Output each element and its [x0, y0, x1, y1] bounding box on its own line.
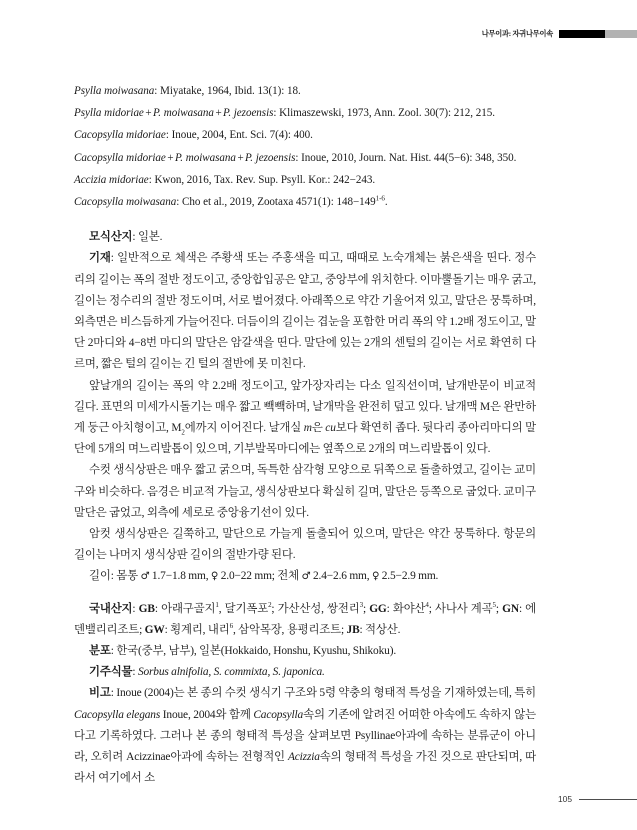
loc-text: : 화야산: [386, 602, 426, 615]
type-locality-label: 모식산지: [89, 231, 133, 244]
loc-text: ; 가산산성, 쌍전리: [271, 602, 360, 615]
host-plants-label: 기주식물: [89, 666, 133, 679]
male-symbol-icon: ♂: [301, 571, 311, 583]
measurements-label: 길이: 몸통: [89, 570, 138, 583]
page-number: 105: [558, 794, 572, 804]
description-paragraph-2: [74, 376, 536, 461]
region-code-jb: JB: [346, 623, 360, 636]
type-locality-value: 일본.: [137, 231, 163, 244]
colon: :: [132, 602, 139, 615]
synonymy-footnote-marker: 1-6: [375, 194, 385, 203]
synonymy-list: [74, 80, 536, 213]
remarks-text-c: 속의 기존에 알려진 어떠한 아속에도 속하지 않는다고 기록하였다. 그러나 본 종의 형태적 특성을 살펴보면 Psyllinae아과에 속하는 분류군이 아니라, 오히려 Acizzinae아과에 속하는 전형적인: [74, 708, 536, 764]
synonymy-taxon-name: Psylla midoriae + P. moiwasana + P. jezoensis: [74, 107, 274, 120]
loc-text: : 에덴밸리리조트;: [74, 602, 537, 636]
measurement-male-total: 2.4−2.6 mm,: [312, 570, 370, 583]
cell-name-cu: cu: [325, 422, 336, 435]
host-plants-paragraph: [74, 662, 536, 683]
cell-name-m: m: [303, 422, 312, 435]
locality-footnote-marker: 3: [359, 600, 363, 609]
locality-footnote-marker: 5: [492, 600, 496, 609]
remarks-paragraph: [74, 683, 536, 789]
spacer: [74, 588, 536, 599]
description-text-2d: 보다 확연히 좁다. 뒷다리 종아리마디의 말단에 5개의 며느리발톱이 있으며, 기부발목마디에는 옆쪽으로 2개의 며느리발톱이 있다.: [74, 422, 536, 456]
description-paragraph-3: 수컷 생식상판은 매우 짧고 굵으며, 독특한 삼각형 모양으로 뒤쪽으로 돌출하였고, 길이는 교미구와 비슷하다. 음경은 비교적 가늘고, 생식상판보다 확실히 길며, 말단은 등쪽으로 굽었다. 교미구 말단은 굽었고, 외측에 세로로 중앙융기선이 있다.: [74, 464, 536, 519]
synonymy-entry: [74, 80, 536, 102]
remarks-label: 비고: [89, 687, 111, 700]
distribution-value: 한국(중부, 남부), 일본(Hokkaido, Honshu, Kyushu, Shikoku).: [116, 645, 397, 658]
locality-footnote-marker: 4: [425, 600, 429, 609]
synonymy-citation: : Miyatake, 1964, Ibid. 13(1): 18.: [154, 85, 301, 97]
measurement-female-total: 2.5−2.9 mm.: [381, 570, 439, 583]
colon: :: [132, 231, 138, 244]
type-locality-paragraph: [74, 227, 536, 248]
remarks-taxon-3: Acizzia: [287, 751, 320, 764]
synonymy-citation: : Inoue, 2010, Journ. Nat. Hist. 44(5−6): 348, 350.: [295, 151, 517, 164]
loc-text: ;: [495, 602, 503, 615]
locality-footnote-marker: 6: [229, 622, 233, 631]
running-head-dark-bar: [559, 30, 605, 38]
female-symbol-icon: ♀: [371, 571, 380, 583]
region-code-gw: GW: [144, 623, 165, 636]
korean-localities-paragraph: [74, 599, 536, 641]
synonymy-entry: [74, 102, 536, 124]
remarks-taxon-1: Cacopsylla elegans: [74, 708, 161, 721]
synonymy-citation: : Cho et al., 2019, Zootaxa 4571(1): 148−149: [176, 196, 376, 209]
remarks-text-b: Inoue, 2004와 함께: [160, 708, 254, 721]
loc-text: : 횡계리, 내리: [164, 623, 230, 636]
remarks-text-a: Inoue (2004)는 본 종의 수컷 생식기 구조와 5령 약충의 형태적 특성을 기재하였는데, 특히: [116, 687, 536, 700]
synonymy-entry: [74, 191, 536, 213]
running-head: [0, 28, 637, 40]
spacer: [74, 213, 536, 227]
measurement-male-body: 1.7−1.8 mm,: [151, 570, 209, 583]
male-symbol-icon: ♂: [140, 571, 150, 583]
footer-rule: [579, 799, 637, 800]
description-label: 기재: [89, 252, 111, 265]
female-symbol-icon: ♀: [210, 571, 219, 583]
remarks-text-d: 속의 형태적 특성을 가진 것으로 판단되며, 따라서 여기에서 소: [74, 751, 536, 785]
synonymy-citation: : Klimaszewski, 1973, Ann. Zool. 30(7): 212, 215.: [273, 107, 495, 120]
description-text-2a: 앞날개의 길이는 폭의 약 2.2배 정도이고, 앞가장자리는 다소 일직선이며, 날개반문이 비교적 길다. 표면의 미세가시돌기는 매우 짧고 빽빽하며, 날개막을 완전히 덮고 있다. 날개맥 M은 완만하게 둥근 아치형이고, M: [74, 379, 536, 435]
description-paragraph-4: 암컷 생식상판은 길쭉하고, 말단으로 가늘게 돌출되어 있으며, 말단은 약간 뭉툭하다. 항문의 길이는 나머지 생식상판 길이의 절반가량 된다.: [74, 528, 536, 562]
synonymy-entry: [74, 169, 536, 191]
distribution-label: 분포: [89, 645, 111, 658]
loc-text: , 삼악목장, 용평리조트;: [232, 623, 347, 636]
running-head-title: 나무이과: 자귀나무이속: [481, 30, 553, 38]
synonymy-citation: : Kwon, 2016, Tax. Rev. Sup. Psyll. Kor.: 242−243.: [148, 173, 376, 186]
colon: :: [110, 645, 117, 658]
synonymy-taxon-name: Cacopsylla moiwasana: [74, 196, 177, 209]
synonymy-citation: : Inoue, 2004, Ent. Sci. 7(4): 400.: [165, 129, 313, 142]
measurement-female-body: 2.0−22 mm; 전체: [220, 570, 299, 583]
synonymy-entry: [74, 147, 536, 169]
vein-subscript: 2: [181, 428, 185, 437]
description-paragraph-1: [74, 248, 536, 375]
description-text-2c: 은: [311, 422, 326, 435]
colon: :: [132, 666, 138, 679]
synonymy-taxon-name: Accizia midoriae: [74, 173, 149, 186]
remarks-taxon-2: Cacopsylla: [253, 708, 304, 721]
loc-text: , 달기폭포: [218, 602, 269, 615]
synonymy-period: .: [384, 196, 388, 209]
page-text-column: [74, 80, 536, 790]
distribution-paragraph: [74, 641, 536, 662]
synonymy-entry: [74, 124, 536, 146]
synonymy-taxon-name: Cacopsylla midoriae: [74, 129, 166, 142]
colon: :: [110, 252, 118, 265]
synonymy-taxon-name: Cacopsylla midoriae + P. moiwasana + P. jezoensis: [74, 151, 296, 164]
loc-text: : 아래구골지: [154, 602, 216, 615]
region-code-gn: GN: [502, 602, 519, 615]
locality-footnote-marker: 1: [215, 600, 219, 609]
measurements-paragraph: [74, 566, 536, 587]
region-code-gb: GB: [138, 602, 155, 615]
loc-text: ;: [362, 602, 370, 615]
loc-text: ; 사나사 계곡: [428, 602, 493, 615]
page-footer: [558, 794, 637, 804]
description-text-1: 일반적으로 체색은 주황색 또는 주홍색을 띠고, 때때로 노숙개체는 붉은색을 띤다. 정수리의 길이는 폭의 절반 정도이고, 중앙합입공은 얕고, 중앙부에 위치한다. 이마뿔돌기는 매우 굵고, 길이는 정수리의 절반 정도이며, 서로 벌어졌다. 아래쪽으로 약간 기울어져 있고, 말단은 뭉툭하며, 외측면은 비스듬하게 가늘어진다. 더듬이의 길이는 겹눈을 포함한 머리 폭의 약 1.2배 정도이고, 말단 2마디와 4−8번 마디의 말단은 암갈색을 띤다. 말단에 있는 2개의 센털의 길이는 서로 확연히 다르며, 짧은 털의 길이는 긴 털의 절반에 못 미친다.: [74, 252, 537, 371]
locality-footnote-marker: 2: [268, 600, 272, 609]
region-code-gg: GG: [369, 602, 387, 615]
loc-text: : 적상산.: [359, 623, 401, 636]
colon: :: [110, 687, 117, 700]
synonymy-taxon-name: Psylla moiwasana: [74, 85, 155, 97]
korean-localities-label: 국내산지: [89, 602, 133, 615]
host-plants-value: Sorbus alnifolia, S. commixta, S. japonica.: [137, 666, 325, 679]
description-text-2b: 에까지 이어진다. 날개실: [184, 422, 304, 435]
running-head-gray-bar: [605, 30, 637, 38]
